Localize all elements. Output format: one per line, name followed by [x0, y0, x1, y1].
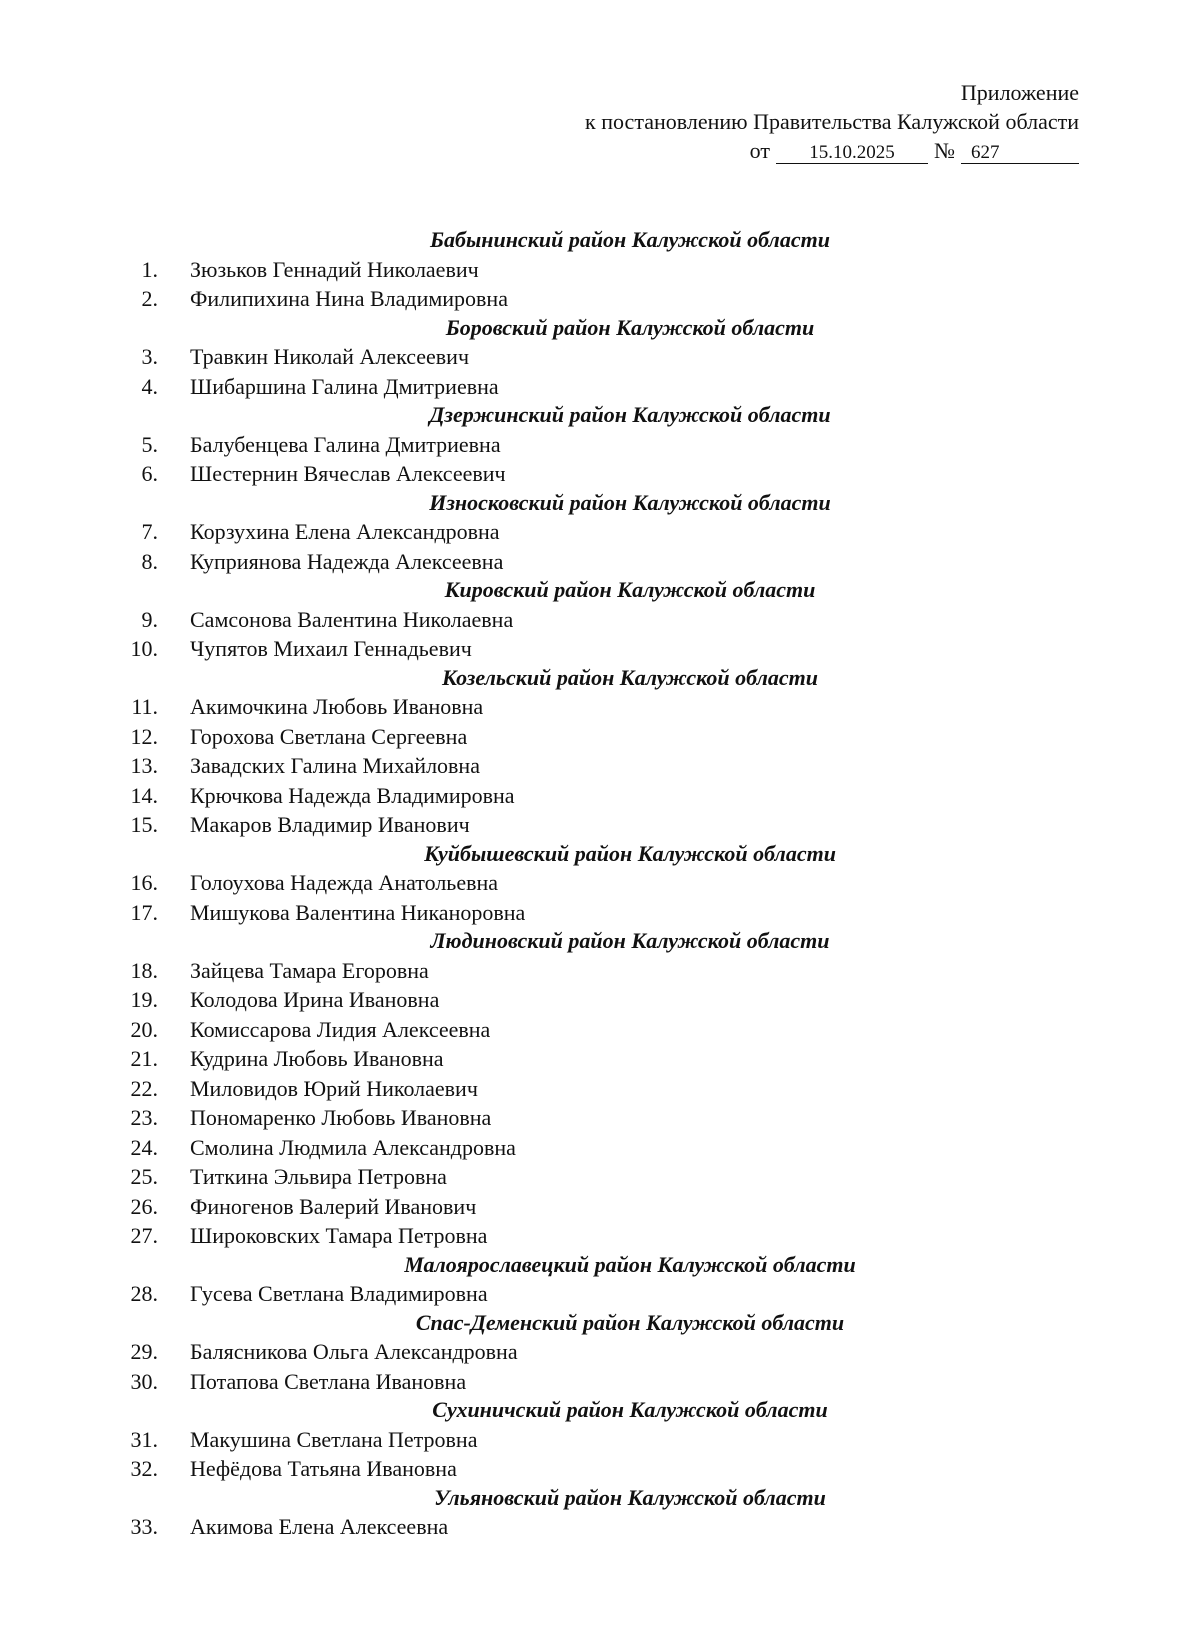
item-number: 30.: [130, 1368, 158, 1394]
person-name: Шестернин Вячеслав Алексеевич: [190, 461, 506, 486]
person-name: Филипихина Нина Владимировна: [190, 286, 508, 311]
list-item: [0, 1221, 1200, 1251]
person-name: Колодова Ирина Ивановна: [190, 987, 440, 1012]
list-item: [0, 692, 1200, 722]
item-number: 18.: [130, 957, 158, 983]
person-name: Шибаршина Галина Дмитриевна: [190, 373, 499, 399]
list-item: [0, 1454, 1200, 1484]
item-number: 33.: [130, 1514, 158, 1539]
person-name: Зюзьков Геннадий Николаевич: [190, 256, 479, 282]
decree-date: 15.10.2025: [776, 143, 928, 164]
list-item: [0, 1367, 1200, 1397]
list-item: [0, 1044, 1200, 1074]
list-item: [0, 1512, 1200, 1542]
person-name: Комиссарова Лидия Алексеевна: [190, 1016, 491, 1042]
list-item: [0, 430, 1200, 460]
district-heading: Спас-Деменский район Калужской области: [415, 1309, 845, 1335]
person-name: Титкина Эльвира Петровна: [190, 1164, 447, 1189]
person-name: Голоухова Надежда Анатольевна: [190, 870, 499, 895]
item-number: 14.: [130, 782, 158, 808]
district-heading: Дзержинский район Калужской области: [429, 402, 831, 427]
list-item: [0, 1103, 1200, 1133]
person-name: Макаров Владимир Иванович: [190, 812, 470, 837]
item-number: 28.: [130, 1281, 158, 1306]
list-item: [0, 868, 1200, 898]
list-item: [0, 1015, 1200, 1045]
item-number: 8.: [141, 548, 158, 574]
person-name: Нефёдова Татьяна Ивановна: [190, 1456, 457, 1481]
list-item: [0, 342, 1200, 372]
item-number: 11.: [131, 694, 158, 719]
list-item: [0, 255, 1200, 285]
person-name: Зайцева Тамара Егоровна: [190, 957, 429, 983]
list-item: [0, 898, 1200, 928]
list-item: [0, 605, 1200, 635]
person-name: Травкин Николай Алексеевич: [190, 344, 470, 369]
person-name: Куприянова Надежда Алексеевна: [190, 548, 504, 574]
item-number: 26.: [130, 1193, 158, 1219]
item-number: 7.: [141, 519, 158, 544]
district-heading: Малоярославецкий район Калужской области: [404, 1251, 856, 1277]
item-number: 22.: [130, 1075, 158, 1101]
person-name: Крючкова Надежда Владимировна: [190, 782, 515, 808]
list-item: [0, 459, 1200, 489]
person-name: Широковских Тамара Петровна: [190, 1223, 488, 1248]
district-heading: Ульяновский район Калужской области: [434, 1484, 826, 1510]
item-number: 5.: [141, 431, 158, 457]
decree-number: 627: [961, 143, 1079, 164]
list-item: [0, 1425, 1200, 1455]
district-heading: Козельский район Калужской области: [442, 664, 818, 690]
district-heading: Кировский район Калужской области: [444, 577, 816, 602]
item-number: 4.: [141, 373, 158, 399]
district-heading: Износковский район Калужской области: [429, 489, 831, 515]
list-item: [0, 985, 1200, 1015]
person-name: Потапова Светлана Ивановна: [190, 1368, 467, 1394]
person-name: Мишукова Валентина Никаноровна: [190, 899, 526, 925]
item-number: 20.: [130, 1016, 158, 1042]
list-item: [0, 517, 1200, 547]
item-number: 29.: [130, 1339, 158, 1364]
list-item: [0, 722, 1200, 752]
person-name: Балубенцева Галина Дмитриевна: [190, 431, 501, 457]
person-name: Миловидов Юрий Николаевич: [190, 1075, 478, 1101]
item-number: 23.: [130, 1105, 158, 1130]
item-number: 17.: [130, 899, 158, 925]
person-name: Самсонова Валентина Николаевна: [190, 606, 514, 632]
person-name: Корзухина Елена Александровна: [190, 519, 500, 544]
list-item: [0, 956, 1200, 986]
number-prefix: №: [934, 138, 955, 163]
item-number: 19.: [130, 987, 158, 1012]
person-name: Акимова Елена Алексеевна: [190, 1514, 449, 1539]
list-item: [0, 1279, 1200, 1309]
list-item: [0, 810, 1200, 840]
person-name: Балясникова Ольга Александровна: [190, 1339, 518, 1364]
item-number: 13.: [130, 753, 158, 778]
district-list: [0, 226, 1200, 1542]
district-heading: Людиновский район Калужской области: [430, 928, 830, 953]
item-number: 32.: [130, 1456, 158, 1481]
person-name: Макушина Светлана Петровна: [190, 1426, 478, 1452]
list-item: [0, 284, 1200, 314]
person-name: Чупятов Михаил Геннадьевич: [190, 636, 472, 661]
item-number: 24.: [130, 1134, 158, 1160]
item-number: 27.: [130, 1223, 158, 1248]
district-heading: Сухиничский район Калужской области: [432, 1397, 828, 1422]
list-item: [0, 1337, 1200, 1367]
list-item: [0, 751, 1200, 781]
list-item: [0, 1192, 1200, 1222]
list-item: [0, 1074, 1200, 1104]
list-item: [0, 372, 1200, 402]
appendix-subtitle: к постановлению Правительства Калужской области: [585, 109, 1079, 134]
item-number: 3.: [141, 344, 158, 369]
item-number: 31.: [130, 1426, 158, 1452]
item-number: 16.: [130, 870, 158, 895]
district-heading: Бабынинский район Калужской области: [430, 227, 830, 252]
appendix-header: [585, 78, 1079, 165]
person-name: Горохова Светлана Сергеевна: [190, 723, 468, 749]
person-name: Гусева Светлана Владимировна: [190, 1281, 488, 1306]
appendix-title: Приложение: [960, 80, 1079, 105]
person-name: Пономаренко Любовь Ивановна: [190, 1105, 492, 1130]
item-number: 12.: [130, 723, 158, 749]
item-number: 21.: [130, 1046, 158, 1071]
item-number: 2.: [141, 286, 158, 311]
item-number: 1.: [141, 256, 158, 282]
district-heading: Куйбышевский район Калужской области: [424, 840, 836, 866]
list-item: [0, 1133, 1200, 1163]
person-name: Финогенов Валерий Иванович: [190, 1193, 477, 1219]
person-name: Смолина Людмила Александровна: [190, 1134, 516, 1160]
item-number: 15.: [130, 812, 158, 837]
list-item: [0, 1162, 1200, 1192]
district-heading: Боровский район Калужской области: [445, 314, 815, 340]
item-number: 25.: [130, 1164, 158, 1189]
person-name: Кудрина Любовь Ивановна: [190, 1046, 444, 1071]
person-name: Акимочкина Любовь Ивановна: [190, 694, 484, 719]
list-item: [0, 634, 1200, 664]
item-number: 6.: [141, 461, 158, 486]
item-number: 10.: [130, 636, 158, 661]
date-prefix: от: [749, 138, 770, 163]
item-number: 9.: [141, 606, 158, 632]
decree-date-line: [585, 136, 1079, 165]
person-name: Завадских Галина Михайловна: [190, 753, 480, 778]
list-item: [0, 547, 1200, 577]
list-item: [0, 781, 1200, 811]
